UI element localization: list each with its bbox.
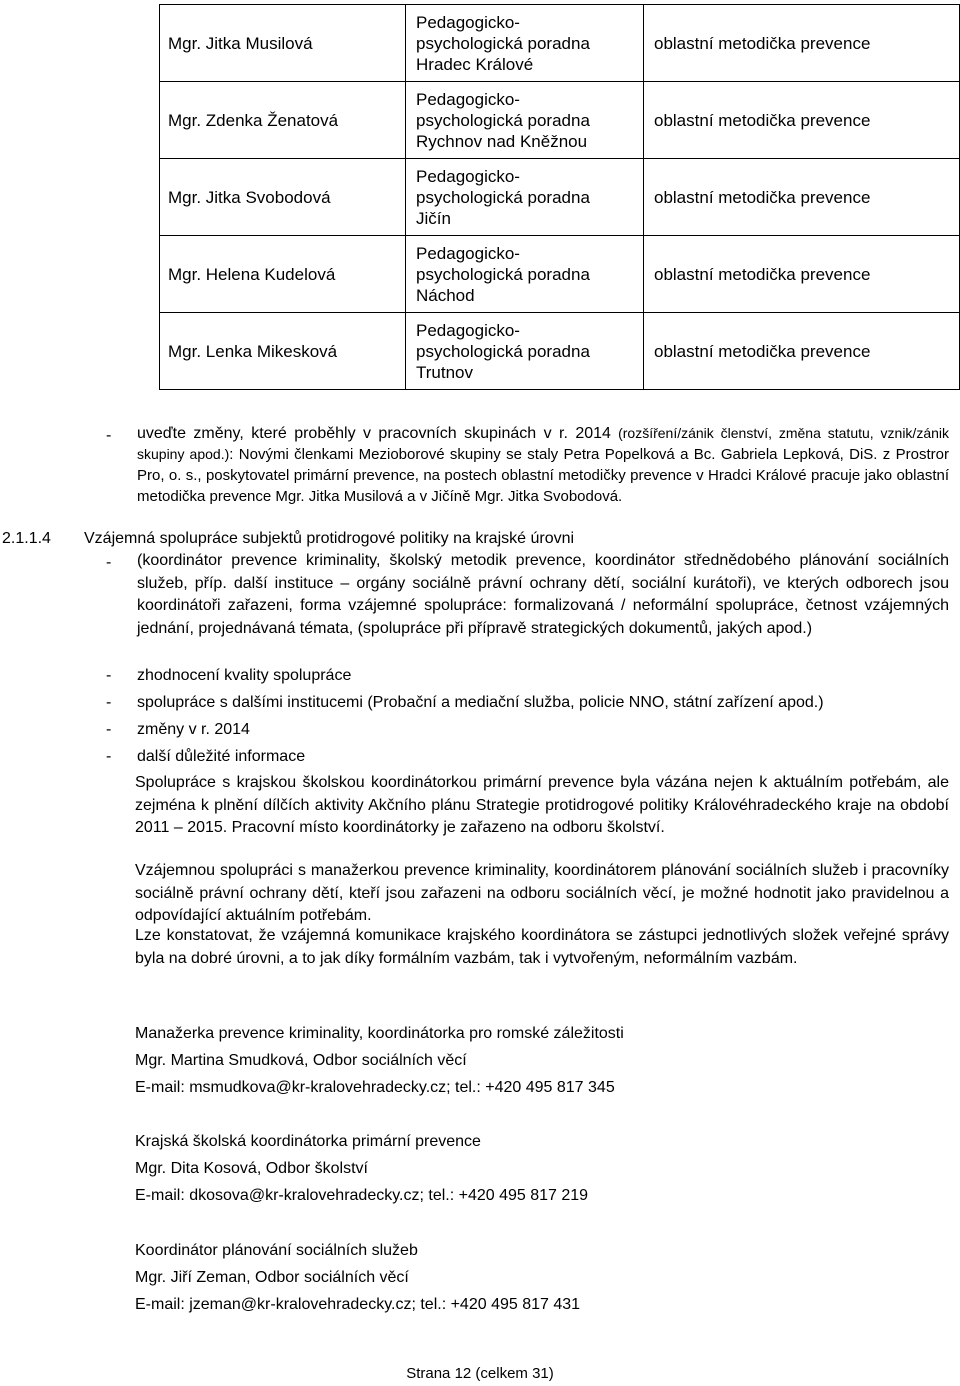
contact-details: E-mail: jzeman@kr-kralovehradecky.cz; tel.: +420 495 817 431 <box>135 1296 581 1313</box>
contact-details: E-mail: dkosova@kr-kralovehradecky.cz; tel.: +420 495 817 219 <box>135 1187 589 1204</box>
table-row <box>160 236 960 313</box>
bullet-dash: - <box>106 427 112 444</box>
body-paragraph: Lze konstatovat, že vzájemná komunikace krajského koordinátora se zástupci jednotlivých složek veřejné správy byla na dobré úrovni, a to jak díky formálním vazbám, tak i vytvořeným, neformálním vazbám. <box>135 927 949 967</box>
contact-role: Manažerka prevence kriminality, koordinátorka pro romské záležitosti <box>135 1025 624 1042</box>
institution-cell: Pedagogicko- psychologická poradna Jičín <box>406 159 644 236</box>
changes-paragraph <box>137 423 949 507</box>
section-number: 2.1.1.4 <box>2 530 51 547</box>
bullet-dash: - <box>106 748 112 765</box>
table-row <box>160 313 960 390</box>
bullet-dash: - <box>106 667 112 684</box>
methodologists-table <box>159 4 960 390</box>
role-cell: oblastní metodička prevence <box>644 236 960 313</box>
bullet-item: zhodnocení kvality spolupráce <box>137 667 352 684</box>
name-cell: Mgr. Zdenka Ženatová <box>160 82 406 159</box>
role-cell: oblastní metodička prevence <box>644 82 960 159</box>
bullet-item: změny v r. 2014 <box>137 721 250 738</box>
changes-lead: uveďte změny, které proběhly v pracovních skupinách v r. 2014 <box>137 425 611 442</box>
contact-role: Koordinátor plánování sociálních služeb <box>135 1242 418 1259</box>
institution-cell: Pedagogicko- psychologická poradna Trutnov <box>406 313 644 390</box>
bullet-item: další důležité informace <box>137 748 306 765</box>
changes-detail: : Novými členkami Mezioborové skupiny se staly Petra Popelková a Bc. Gabriela Lepková, DiS. z Prostror Pro, o. s., poskytovatel primární prevence, na postech oblastní metodičky prevence v Hradci Králové pracuje jako oblastní metodička prevence Mgr. Jitka Musilová a v Jičíně Mgr. Jitka Svobodová. <box>137 446 949 505</box>
contact-person: Mgr. Martina Smudková, Odbor sociálních věcí <box>135 1052 467 1069</box>
name-cell: Mgr. Helena Kudelová <box>160 236 406 313</box>
body-paragraph: Spolupráce s krajskou školskou koordinátorkou primární prevence byla vázána nejen k aktuálním potřebám, ale zejména k plnění dílčích aktivity Akčního plánu Strategie protidrogové politiky Královéhradeckého kraje na období 2011 – 2015. Pracovní místo koordinátorky je zařazeno na odboru školství. <box>135 774 949 836</box>
institution-cell: Pedagogicko- psychologická poradna Hradec Králové <box>406 5 644 82</box>
table-row <box>160 159 960 236</box>
institution-cell: Pedagogicko- psychologická poradna Náchod <box>406 236 644 313</box>
contact-person: Mgr. Jiří Zeman, Odbor sociálních věcí <box>135 1269 409 1286</box>
contact-person: Mgr. Dita Kosová, Odbor školství <box>135 1160 368 1177</box>
changes-paren: (rozšíření/zánik členství, změna statutu, vznik/zánik skupiny apod.) <box>137 425 950 462</box>
contact-details: E-mail: msmudkova@kr-kralovehradecky.cz; tel.: +420 495 817 345 <box>135 1079 615 1096</box>
body-paragraph: Vzájemnou spolupráci s manažerkou prevence kriminality, koordinátorem plánování sociálních služeb i pracovníky sociálně právní ochrany dětí, kteří jsou zařazeni na odboru sociálních věcí, je možné hodnotit jako pravidelnou a odpovídající aktuálním potřebám. <box>135 862 949 924</box>
bullet-item: spolupráce s dalšími institucemi (Probační a mediační služba, policie NNO, státní zařízení apod.) <box>137 694 824 711</box>
section-title: Vzájemná spolupráce subjektů protidrogové politiky na krajské úrovni <box>84 530 575 547</box>
table-row <box>160 82 960 159</box>
contact-role: Krajská školská koordinátorka primární prevence <box>135 1133 481 1150</box>
bullet-dash: - <box>106 694 112 711</box>
contact-block <box>135 1237 580 1318</box>
table-row <box>160 5 960 82</box>
name-cell: Mgr. Lenka Mikesková <box>160 313 406 390</box>
name-cell: Mgr. Jitka Musilová <box>160 5 406 82</box>
bullet-item: (koordinátor prevence kriminality, školský metodik prevence, koordinátor střednědobého plánování sociálních služeb, příp. další instituce – orgány sociálně právní ochrany dětí, sociální kurátoři), ve kterých odborech jsou koordinátoři zařazeni, forma vzájemné spolupráce: formalizovaná / neformální spolupráce, četnost vzájemných jednání, projednávaná témata, (spolupráce při přípravě strategických dokumentů, jakých apod.) <box>137 552 949 637</box>
bullet-dash: - <box>106 721 112 738</box>
role-cell: oblastní metodička prevence <box>644 313 960 390</box>
name-cell: Mgr. Jitka Svobodová <box>160 159 406 236</box>
page-footer: Strana 12 (celkem 31) <box>406 1365 554 1382</box>
bullet-dash: - <box>106 554 112 571</box>
contact-block <box>135 1128 588 1209</box>
role-cell: oblastní metodička prevence <box>644 5 960 82</box>
institution-cell: Pedagogicko- psychologická poradna Rychnov nad Kněžnou <box>406 82 644 159</box>
role-cell: oblastní metodička prevence <box>644 159 960 236</box>
contact-block <box>135 1020 624 1101</box>
